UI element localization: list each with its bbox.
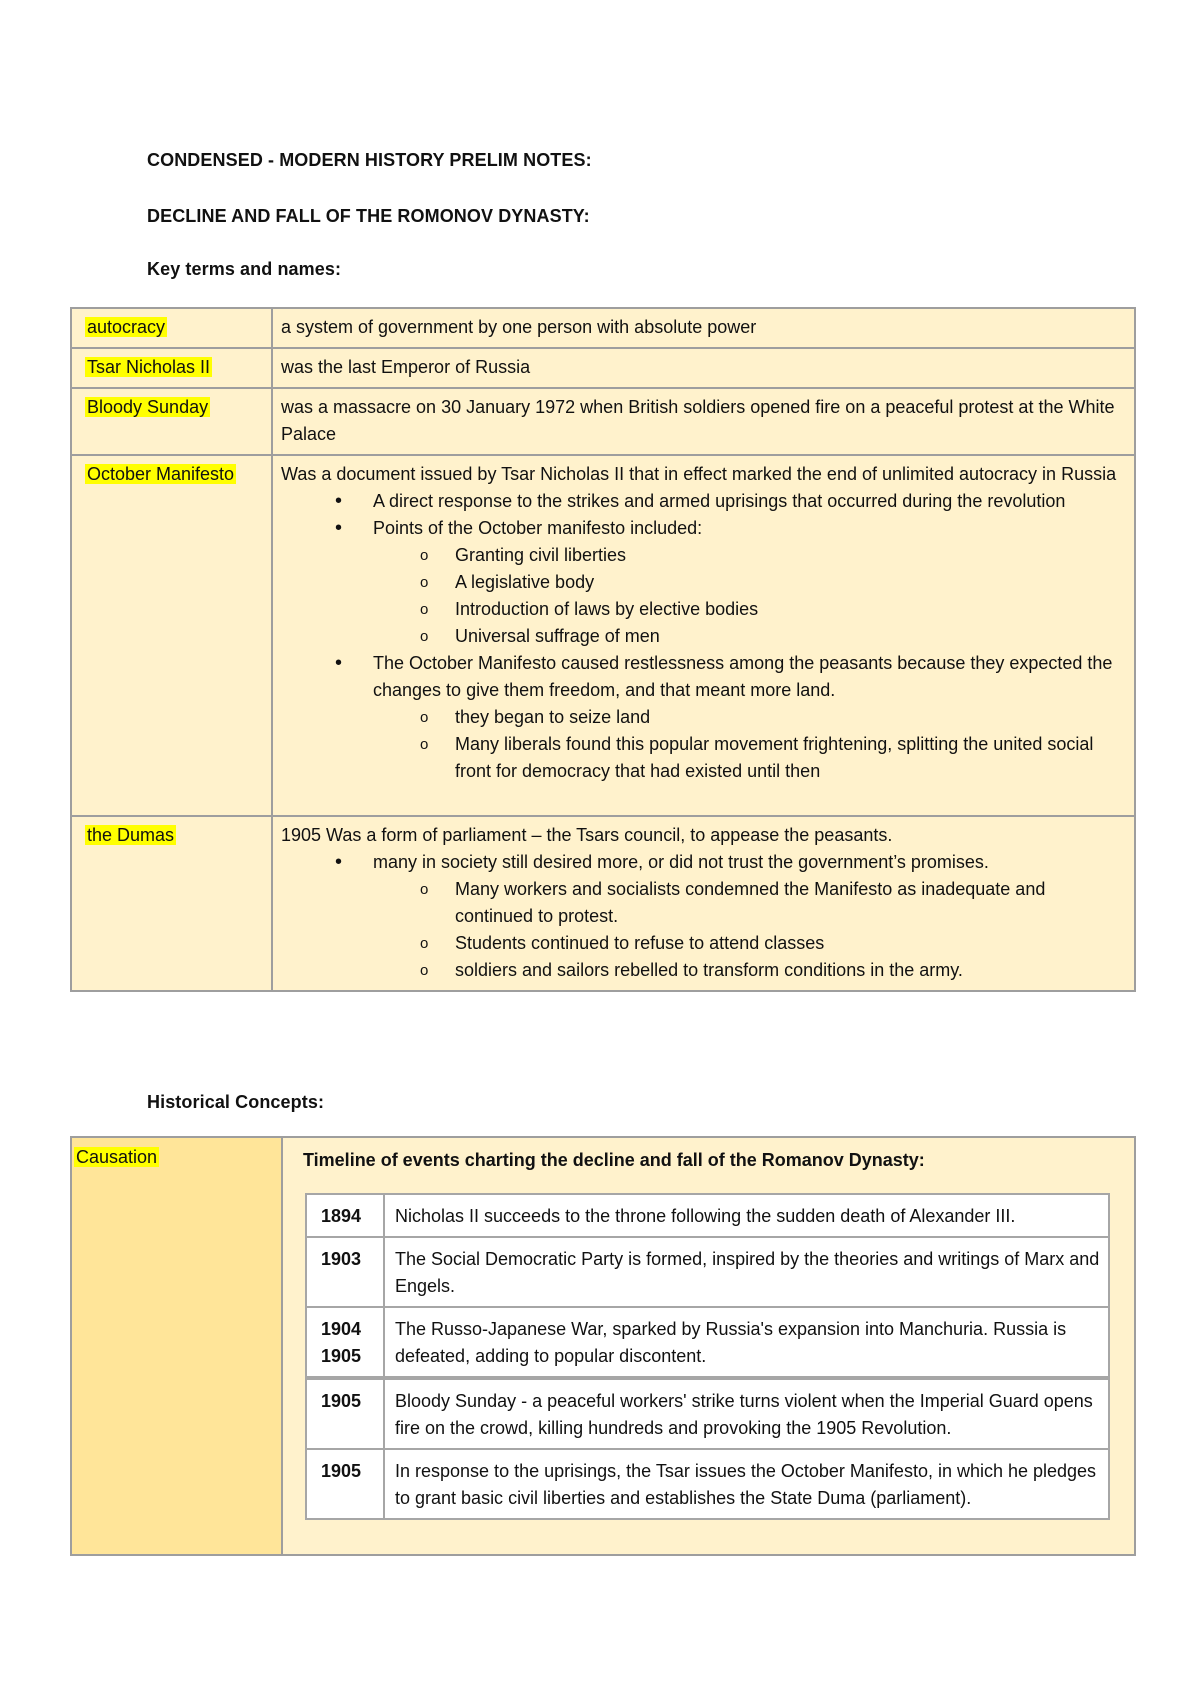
timeline-row	[306, 1307, 1109, 1378]
timeline-event: Bloody Sunday - a peaceful workers' strike turns violent when the Imperial Guard opens fire on the crowd, killing hundreds and provoking the 1905 Revolution.	[384, 1378, 1109, 1449]
term-definition: was a massacre on 30 January 1972 when British soldiers opened fire on a peaceful protest at the White Palace	[281, 397, 1115, 444]
term-row	[71, 308, 1135, 348]
sub-bullet-item: o Granting civil liberties	[373, 542, 1127, 569]
timeline-year: 1894	[306, 1194, 384, 1237]
sub-bullet-item: o soldiers and sailors rebelled to transform conditions in the army.	[373, 957, 1127, 984]
document-title: CONDENSED - MODERN HISTORY PRELIM NOTES:	[147, 150, 592, 170]
sub-bullet-item: o Introduction of laws by elective bodies	[373, 596, 1127, 623]
sub-bullet-item: o Universal suffrage of men	[373, 623, 1127, 650]
timeline-row	[306, 1194, 1109, 1237]
bullet-item: • Points of the October manifesto included: o Granting civil liberties o A legislative body o Introduction of laws by elective bodies o Universal suffrage of men	[281, 515, 1127, 650]
timeline-event: Nicholas II succeeds to the throne following the sudden death of Alexander III.	[384, 1194, 1109, 1237]
term-definition: was the last Emperor of Russia	[281, 357, 531, 377]
timeline-row	[306, 1449, 1109, 1519]
term-label: Tsar Nicholas II	[87, 357, 211, 377]
timeline-row	[306, 1237, 1109, 1307]
sub-bullet-item: o Many workers and socialists condemned the Manifesto as inadequate and continued to protest.	[373, 876, 1127, 930]
timeline-event: In response to the uprisings, the Tsar issues the October Manifesto, in which he pledges to grant basic civil liberties and establishes the State Duma (parliament).	[384, 1449, 1109, 1519]
key-terms-table	[70, 307, 1136, 992]
sub-bullet-list	[373, 542, 1127, 650]
timeline-year: 1903	[306, 1237, 384, 1307]
timeline-year: 1905	[306, 1378, 384, 1449]
bullet-item: • many in society still desired more, or did not trust the government’s promises. o Many workers and socialists condemned the Manifesto as inadequate and continued to protest. o Students continued to refuse to attend classes o soldiers and sailors rebelled to transform conditions in the army.	[281, 849, 1127, 984]
bullet-list	[281, 488, 1127, 785]
section-heading: DECLINE AND FALL OF THE ROMONOV DYNASTY:	[147, 206, 590, 226]
term-definition: 1905 Was a form of parliament – the Tsars council, to appease the peasants.	[281, 825, 893, 845]
timeline-event: The Russo-Japanese War, sparked by Russia's expansion into Manchuria. Russia is defeated, adding to popular discontent.	[384, 1307, 1109, 1378]
bullet-item: • A direct response to the strikes and armed uprisings that occurred during the revolution	[281, 488, 1127, 515]
term-definition: a system of government by one person with absolute power	[281, 317, 757, 337]
sub-bullet-item: o Students continued to refuse to attend classes	[373, 930, 1127, 957]
historical-concepts-table	[70, 1136, 1136, 1556]
bullet-item: • The October Manifesto caused restlessness among the peasants because they expected the changes to give them freedom, and that meant more land. o they began to seize land o Many liberals found this popular movement frightening, splitting the united social front for democracy that had existed until then	[281, 650, 1127, 785]
term-row	[71, 455, 1135, 816]
key-terms-heading: Key terms and names:	[147, 259, 342, 279]
term-row	[71, 388, 1135, 455]
bullet-list	[281, 849, 1127, 984]
sub-bullet-item: o Many liberals found this popular movement frightening, splitting the united social front for democracy that had existed until then	[373, 731, 1127, 785]
timeline-year: 1905	[306, 1449, 384, 1519]
sub-bullet-item: o A legislative body	[373, 569, 1127, 596]
timeline-year: 1904 1905	[306, 1307, 384, 1378]
term-label: October Manifesto	[87, 464, 235, 484]
term-label: the Dumas	[87, 825, 175, 845]
timeline-row	[306, 1378, 1109, 1449]
term-definition: Was a document issued by Tsar Nicholas II that in effect marked the end of unlimited autocracy in Russia	[281, 464, 1117, 484]
term-label: Bloody Sunday	[87, 397, 209, 417]
timeline-title: Timeline of events charting the decline and fall of the Romanov Dynasty:	[303, 1150, 925, 1170]
term-row	[71, 348, 1135, 388]
sub-bullet-list	[373, 876, 1127, 984]
term-row	[71, 816, 1135, 991]
sub-bullet-item: o they began to seize land	[373, 704, 1127, 731]
term-label: autocracy	[87, 317, 166, 337]
timeline-event: The Social Democratic Party is formed, inspired by the theories and writings of Marx and Engels.	[384, 1237, 1109, 1307]
historical-concepts-heading: Historical Concepts:	[147, 1092, 325, 1112]
timeline-table	[305, 1193, 1110, 1520]
concept-label: Causation	[76, 1147, 158, 1167]
sub-bullet-list	[373, 704, 1127, 785]
